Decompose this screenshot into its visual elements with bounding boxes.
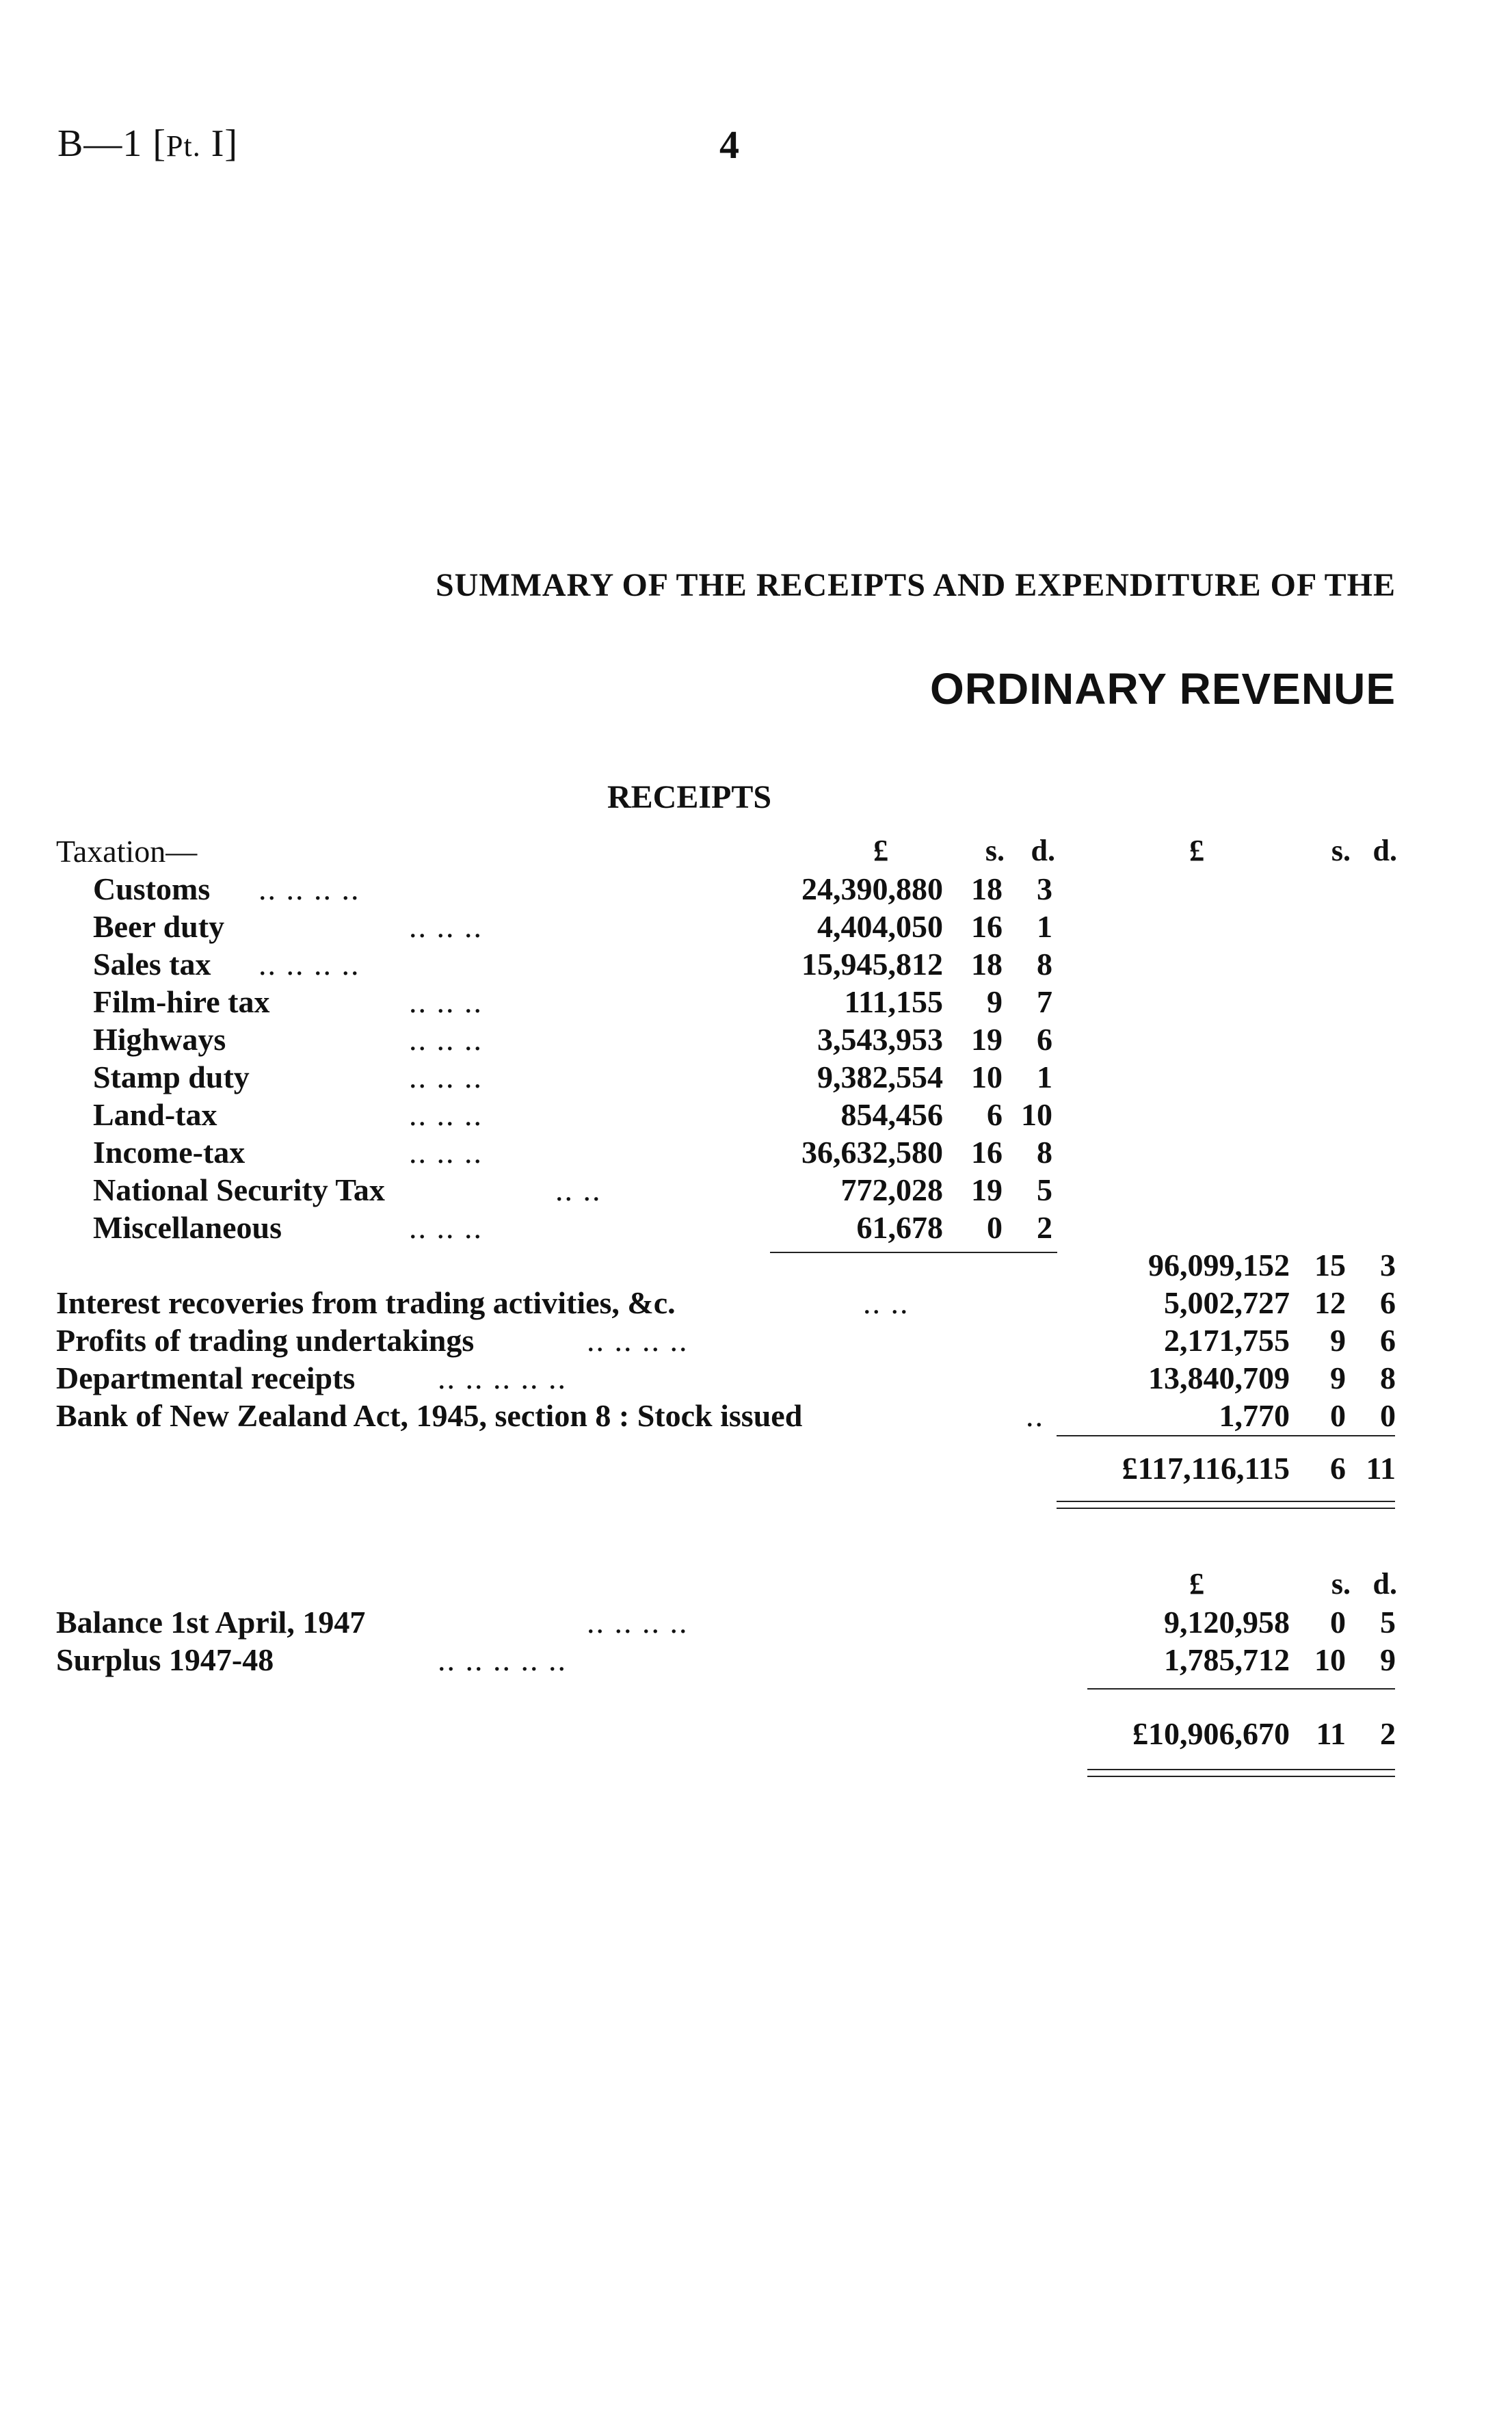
item-shillings: 9 bbox=[1330, 1361, 1346, 1395]
balance-total-row bbox=[0, 1716, 1512, 1752]
item-pounds: 36,632,580 bbox=[801, 1135, 943, 1170]
item-shillings: 10 bbox=[1314, 1642, 1346, 1677]
summary-title: SUMMARY OF THE RECEIPTS AND EXPENDITURE OF THE bbox=[435, 567, 1396, 603]
item-label: Profits of trading undertakings bbox=[56, 1323, 475, 1358]
leader-dots: .. .. .. bbox=[409, 1210, 483, 1245]
doc-ref-prefix: B—1 [ bbox=[57, 122, 166, 165]
item-label: Interest recoveries from trading activities, &c. bbox=[56, 1285, 676, 1320]
item-label: Departmental receipts bbox=[56, 1361, 356, 1395]
ordinary-revenue-title: ORDINARY REVENUE bbox=[930, 664, 1396, 713]
doc-ref-part: Pt. bbox=[166, 129, 201, 163]
item-pence: 5 bbox=[1380, 1605, 1396, 1640]
table-row bbox=[0, 946, 1512, 983]
table-row bbox=[0, 1021, 1512, 1058]
balance-total-double-rule-2 bbox=[1087, 1776, 1395, 1777]
item-pounds: 2,171,755 bbox=[1164, 1323, 1290, 1358]
leader-dots: .. .. .. bbox=[409, 1097, 483, 1132]
item-shillings: 18 bbox=[971, 947, 1003, 982]
item-pounds: 772,028 bbox=[840, 1172, 943, 1207]
col1-pence-header: d. bbox=[1031, 834, 1055, 867]
item-label: Income-tax bbox=[93, 1135, 246, 1170]
item-shillings: 19 bbox=[971, 1172, 1003, 1207]
table-row bbox=[0, 1209, 1512, 1246]
balance-pence-header: d. bbox=[1372, 1567, 1397, 1601]
item-pence: 6 bbox=[1037, 1022, 1052, 1057]
leader-dots: .. .. .. .. bbox=[258, 871, 360, 906]
taxation-total-shillings: 15 bbox=[1314, 1248, 1346, 1283]
item-pence: 3 bbox=[1037, 871, 1052, 906]
item-shillings: 6 bbox=[987, 1097, 1003, 1132]
col2-pence-header: d. bbox=[1372, 834, 1397, 867]
col2-shillings-header: s. bbox=[1331, 834, 1351, 867]
grand-total-double-rule-1 bbox=[1057, 1501, 1395, 1502]
item-label: Stamp duty bbox=[93, 1060, 250, 1094]
grand-total-row bbox=[0, 1450, 1512, 1487]
table-row bbox=[0, 871, 1512, 908]
leader-dots: .. .. .. bbox=[409, 1060, 483, 1094]
item-shillings: 9 bbox=[987, 984, 1003, 1019]
table-row bbox=[0, 1397, 1512, 1434]
leader-dots: .. bbox=[1026, 1398, 1044, 1433]
balance-total-shillings: 11 bbox=[1316, 1716, 1346, 1751]
receipts-heading: RECEIPTS bbox=[607, 779, 772, 815]
item-shillings: 19 bbox=[971, 1022, 1003, 1057]
item-shillings: 10 bbox=[971, 1060, 1003, 1094]
taxation-heading-row bbox=[0, 833, 1512, 870]
taxation-total-row bbox=[0, 1247, 1512, 1284]
item-label: Miscellaneous bbox=[93, 1210, 282, 1245]
taxation-heading: Taxation— bbox=[56, 834, 198, 869]
page-number: 4 bbox=[719, 122, 739, 167]
balance-total-double-rule-1 bbox=[1087, 1769, 1395, 1770]
table-row bbox=[0, 1172, 1512, 1209]
item-pence: 8 bbox=[1037, 947, 1052, 982]
leader-dots: .. .. bbox=[555, 1172, 602, 1207]
balance-total-pounds: £10,906,670 bbox=[1132, 1716, 1290, 1751]
item-pounds: 4,404,050 bbox=[817, 909, 943, 944]
table-row bbox=[0, 1322, 1512, 1359]
col1-pounds-header: £ bbox=[873, 834, 888, 867]
leader-dots: .. .. .. .. bbox=[587, 1605, 689, 1640]
balance-total-pence: 2 bbox=[1380, 1716, 1396, 1751]
item-shillings: 0 bbox=[1330, 1605, 1346, 1640]
item-pounds: 1,770 bbox=[1219, 1398, 1290, 1433]
item-pounds: 13,840,709 bbox=[1148, 1361, 1290, 1395]
item-pounds: 1,785,712 bbox=[1164, 1642, 1290, 1677]
item-pounds: 15,945,812 bbox=[801, 947, 943, 982]
item-pounds: 854,456 bbox=[840, 1097, 943, 1132]
item-label: Beer duty bbox=[93, 909, 225, 944]
item-label: Land-tax bbox=[93, 1097, 217, 1132]
grand-total-pence: 11 bbox=[1366, 1451, 1396, 1486]
item-pence: 10 bbox=[1021, 1097, 1052, 1132]
leader-dots: .. .. .. .. .. bbox=[438, 1361, 567, 1395]
leader-dots: .. .. .. bbox=[409, 909, 483, 944]
item-shillings: 16 bbox=[971, 909, 1003, 944]
item-pounds: 61,678 bbox=[856, 1210, 943, 1245]
item-pence: 0 bbox=[1380, 1398, 1396, 1433]
table-row bbox=[0, 1642, 1512, 1679]
doc-ref-suffix: I] bbox=[200, 122, 238, 165]
item-label: National Security Tax bbox=[93, 1172, 385, 1207]
table-row bbox=[0, 1096, 1512, 1133]
item-label: Highways bbox=[93, 1022, 226, 1057]
item-shillings: 18 bbox=[971, 871, 1003, 906]
taxation-total-pounds: 96,099,152 bbox=[1148, 1248, 1290, 1283]
item-pounds: 5,002,727 bbox=[1164, 1285, 1290, 1320]
item-pence: 8 bbox=[1037, 1135, 1052, 1170]
item-pence: 1 bbox=[1037, 1060, 1052, 1094]
grand-total-top-rule bbox=[1057, 1435, 1395, 1436]
table-row bbox=[0, 984, 1512, 1021]
item-pence: 1 bbox=[1037, 909, 1052, 944]
table-row bbox=[0, 1285, 1512, 1322]
leader-dots: .. .. .. bbox=[409, 1135, 483, 1170]
balance-total-top-rule bbox=[1087, 1688, 1395, 1690]
leader-dots: .. .. .. bbox=[409, 984, 483, 1019]
item-pounds: 9,382,554 bbox=[817, 1060, 943, 1094]
leader-dots: .. .. .. .. .. bbox=[438, 1642, 567, 1677]
item-pence: 6 bbox=[1380, 1323, 1396, 1358]
item-shillings: 16 bbox=[971, 1135, 1003, 1170]
item-pounds: 3,543,953 bbox=[817, 1022, 943, 1057]
table-row bbox=[0, 1059, 1512, 1096]
item-shillings: 0 bbox=[1330, 1398, 1346, 1433]
table-row bbox=[0, 908, 1512, 945]
grand-total-pounds: £117,116,115 bbox=[1122, 1451, 1290, 1486]
table-row bbox=[0, 1604, 1512, 1641]
table-row bbox=[0, 1360, 1512, 1397]
item-label: Customs bbox=[93, 871, 211, 906]
item-pence: 2 bbox=[1037, 1210, 1052, 1245]
item-label: Bank of New Zealand Act, 1945, section 8 : Stock issued bbox=[56, 1398, 803, 1433]
item-label: Balance 1st April, 1947 bbox=[56, 1605, 366, 1640]
taxation-total-pence: 3 bbox=[1380, 1248, 1396, 1283]
col2-pounds-header: £ bbox=[1189, 834, 1204, 867]
grand-total-double-rule-2 bbox=[1057, 1508, 1395, 1509]
item-label: Surplus 1947-48 bbox=[56, 1642, 274, 1677]
item-label: Sales tax bbox=[93, 947, 211, 982]
balance-pounds-header: £ bbox=[1189, 1567, 1204, 1601]
balance-header-row bbox=[0, 1566, 1512, 1603]
leader-dots: .. .. .. .. bbox=[258, 947, 360, 982]
item-pence: 9 bbox=[1380, 1642, 1396, 1677]
item-shillings: 9 bbox=[1330, 1323, 1346, 1358]
item-pence: 7 bbox=[1037, 984, 1052, 1019]
balance-shillings-header: s. bbox=[1331, 1567, 1351, 1601]
table-row bbox=[0, 1134, 1512, 1171]
grand-total-shillings: 6 bbox=[1330, 1451, 1346, 1486]
item-pounds: 24,390,880 bbox=[801, 871, 943, 906]
leader-dots: .. .. .. bbox=[409, 1022, 483, 1057]
item-label: Film-hire tax bbox=[93, 984, 270, 1019]
item-pence: 6 bbox=[1380, 1285, 1396, 1320]
col1-shillings-header: s. bbox=[985, 834, 1005, 867]
leader-dots: .. .. .. .. bbox=[587, 1323, 689, 1358]
item-pounds: 9,120,958 bbox=[1164, 1605, 1290, 1640]
item-shillings: 0 bbox=[987, 1210, 1003, 1245]
item-pounds: 111,155 bbox=[844, 984, 943, 1019]
leader-dots: .. .. bbox=[863, 1285, 910, 1320]
item-pence: 5 bbox=[1037, 1172, 1052, 1207]
document-reference bbox=[57, 122, 238, 166]
item-pence: 8 bbox=[1380, 1361, 1396, 1395]
item-shillings: 12 bbox=[1314, 1285, 1346, 1320]
